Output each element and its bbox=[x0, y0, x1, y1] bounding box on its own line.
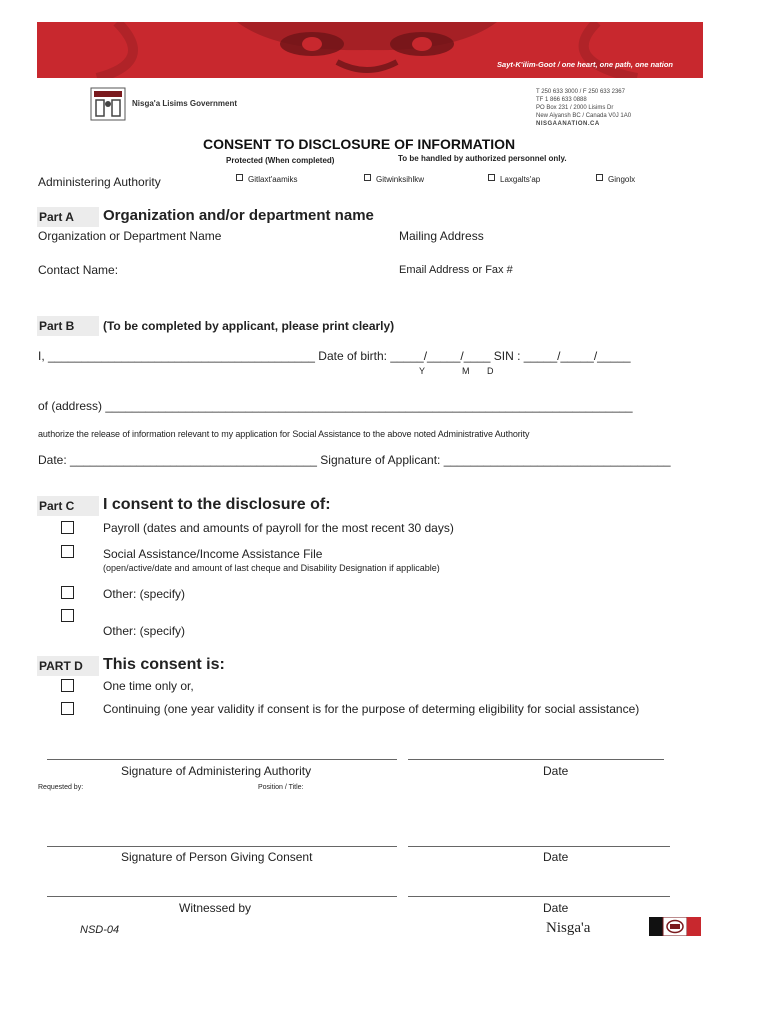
social-assistance-checkbox[interactable] bbox=[61, 545, 74, 558]
form-title: CONSENT TO DISCLOSURE OF INFORMATION bbox=[203, 136, 516, 152]
banner-tagline: Sayt-K'ilim-Goot / one heart, one path, one nation bbox=[497, 60, 673, 69]
form-code: NSD-04 bbox=[80, 924, 120, 936]
requested-by-label: Requested by: bbox=[38, 784, 84, 791]
authority-date-line[interactable] bbox=[408, 759, 664, 760]
part-d-tag: PART D bbox=[37, 656, 99, 676]
social-assistance-note: (open/active/date and amount of last cheque and Disability Designation if applicable) bbox=[103, 563, 440, 573]
authority-signature-line[interactable] bbox=[47, 759, 397, 760]
one-time-checkbox[interactable] bbox=[61, 679, 74, 692]
contact-line: TF 1 866 633 0888 bbox=[536, 97, 587, 103]
person-date-line[interactable] bbox=[408, 846, 670, 847]
checkbox[interactable] bbox=[364, 174, 371, 181]
footer-brand: Nisga'a bbox=[546, 920, 591, 936]
authority-option[interactable]: Gitwinksihlkw bbox=[364, 174, 424, 184]
contact-line: T 250 633 3000 / F 250 633 2367 bbox=[536, 89, 625, 95]
checkbox[interactable] bbox=[236, 174, 243, 181]
authority-option[interactable]: Gitlaxt'aamiks bbox=[236, 174, 298, 184]
contact-block bbox=[536, 88, 631, 128]
witness-date-line[interactable] bbox=[408, 896, 670, 897]
email-label: Email Address or Fax # bbox=[399, 264, 513, 276]
part-c-tag: Part C bbox=[37, 496, 99, 516]
protected-note: Protected (When completed) bbox=[226, 156, 335, 165]
other-2-checkbox[interactable] bbox=[61, 609, 74, 622]
date-label: Date bbox=[543, 901, 569, 915]
authority-option[interactable]: Gingolx bbox=[596, 174, 635, 184]
authorize-text: authorize the release of information relevant to my application for Social Assistance to the above noted Administrative Authority bbox=[38, 429, 530, 439]
contact-line: PO Box 231 / 2000 Lisims Dr bbox=[536, 105, 614, 111]
payroll-label: Payroll (dates and amounts of payroll for the most recent 30 days) bbox=[103, 521, 454, 535]
continuing-label: Continuing (one year validity if consent is for the purpose of determing eligibility for social assistance) bbox=[103, 702, 640, 716]
contact-line: New Aiyansh BC / Canada V0J 1A0 bbox=[536, 113, 632, 119]
witnessed-by-label: Witnessed by bbox=[179, 901, 252, 915]
mailing-label: Mailing Address bbox=[399, 229, 484, 243]
dob-month-label: M bbox=[462, 366, 470, 376]
part-c-heading: I consent to the disclosure of: bbox=[103, 496, 331, 513]
website[interactable]: NISGAANATION.CA bbox=[536, 121, 600, 127]
one-time-label: One time only or, bbox=[103, 679, 194, 693]
authority-signature-label: Signature of Administering Authority bbox=[121, 764, 312, 778]
social-assistance-label: Social Assistance/Income Assistance File bbox=[103, 547, 323, 561]
other-1-label: Other: (specify) bbox=[103, 587, 186, 601]
formline-art-icon bbox=[37, 22, 703, 78]
person-signature-line[interactable] bbox=[47, 846, 397, 847]
handled-note: To be handled by authorized personnel only. bbox=[398, 154, 567, 163]
other-1-checkbox[interactable] bbox=[61, 586, 74, 599]
address-line[interactable]: of (address) _______________________________________________________________________________ bbox=[38, 399, 633, 413]
witness-signature-line[interactable] bbox=[47, 896, 397, 897]
position-title-label: Position / Title: bbox=[258, 784, 304, 791]
government-name: Nisga'a Lisims Government bbox=[132, 99, 238, 108]
checkbox[interactable] bbox=[488, 174, 495, 181]
part-d-heading: This consent is: bbox=[103, 656, 225, 673]
authority-label: Administering Authority bbox=[38, 175, 161, 189]
other-2-label: Other: (specify) bbox=[103, 624, 186, 638]
dob-year-label: Y bbox=[419, 366, 426, 376]
part-b-tag: Part B bbox=[37, 316, 99, 336]
person-signature-label: Signature of Person Giving Consent bbox=[121, 850, 313, 864]
nisgaa-logo-icon bbox=[90, 87, 126, 121]
payroll-checkbox[interactable] bbox=[61, 521, 74, 534]
part-a-tag: Part A bbox=[37, 207, 99, 227]
header-banner bbox=[37, 22, 703, 78]
part-a-heading: Organization and/or department name bbox=[103, 207, 374, 224]
name-dob-sin-line[interactable]: I, ________________________________________ Date of birth: _____/_____/____ SIN : _____/_____/_____ bbox=[38, 349, 631, 363]
part-b-heading: (To be completed by applicant, please print clearly) bbox=[103, 319, 395, 333]
checkbox[interactable] bbox=[596, 174, 603, 181]
footer-logo-icon bbox=[649, 917, 701, 936]
continuing-checkbox[interactable] bbox=[61, 702, 74, 715]
contact-name-label: Contact Name: bbox=[38, 263, 119, 277]
authority-option[interactable]: Laxgalts'ap bbox=[488, 174, 540, 184]
org-label: Organization or Department Name bbox=[38, 229, 222, 243]
date-signature-line[interactable]: Date: _____________________________________ Signature of Applicant: __________________________________ bbox=[38, 453, 671, 467]
date-label: Date bbox=[543, 850, 569, 864]
dob-day-label: D bbox=[487, 366, 494, 376]
date-label: Date bbox=[543, 764, 569, 778]
